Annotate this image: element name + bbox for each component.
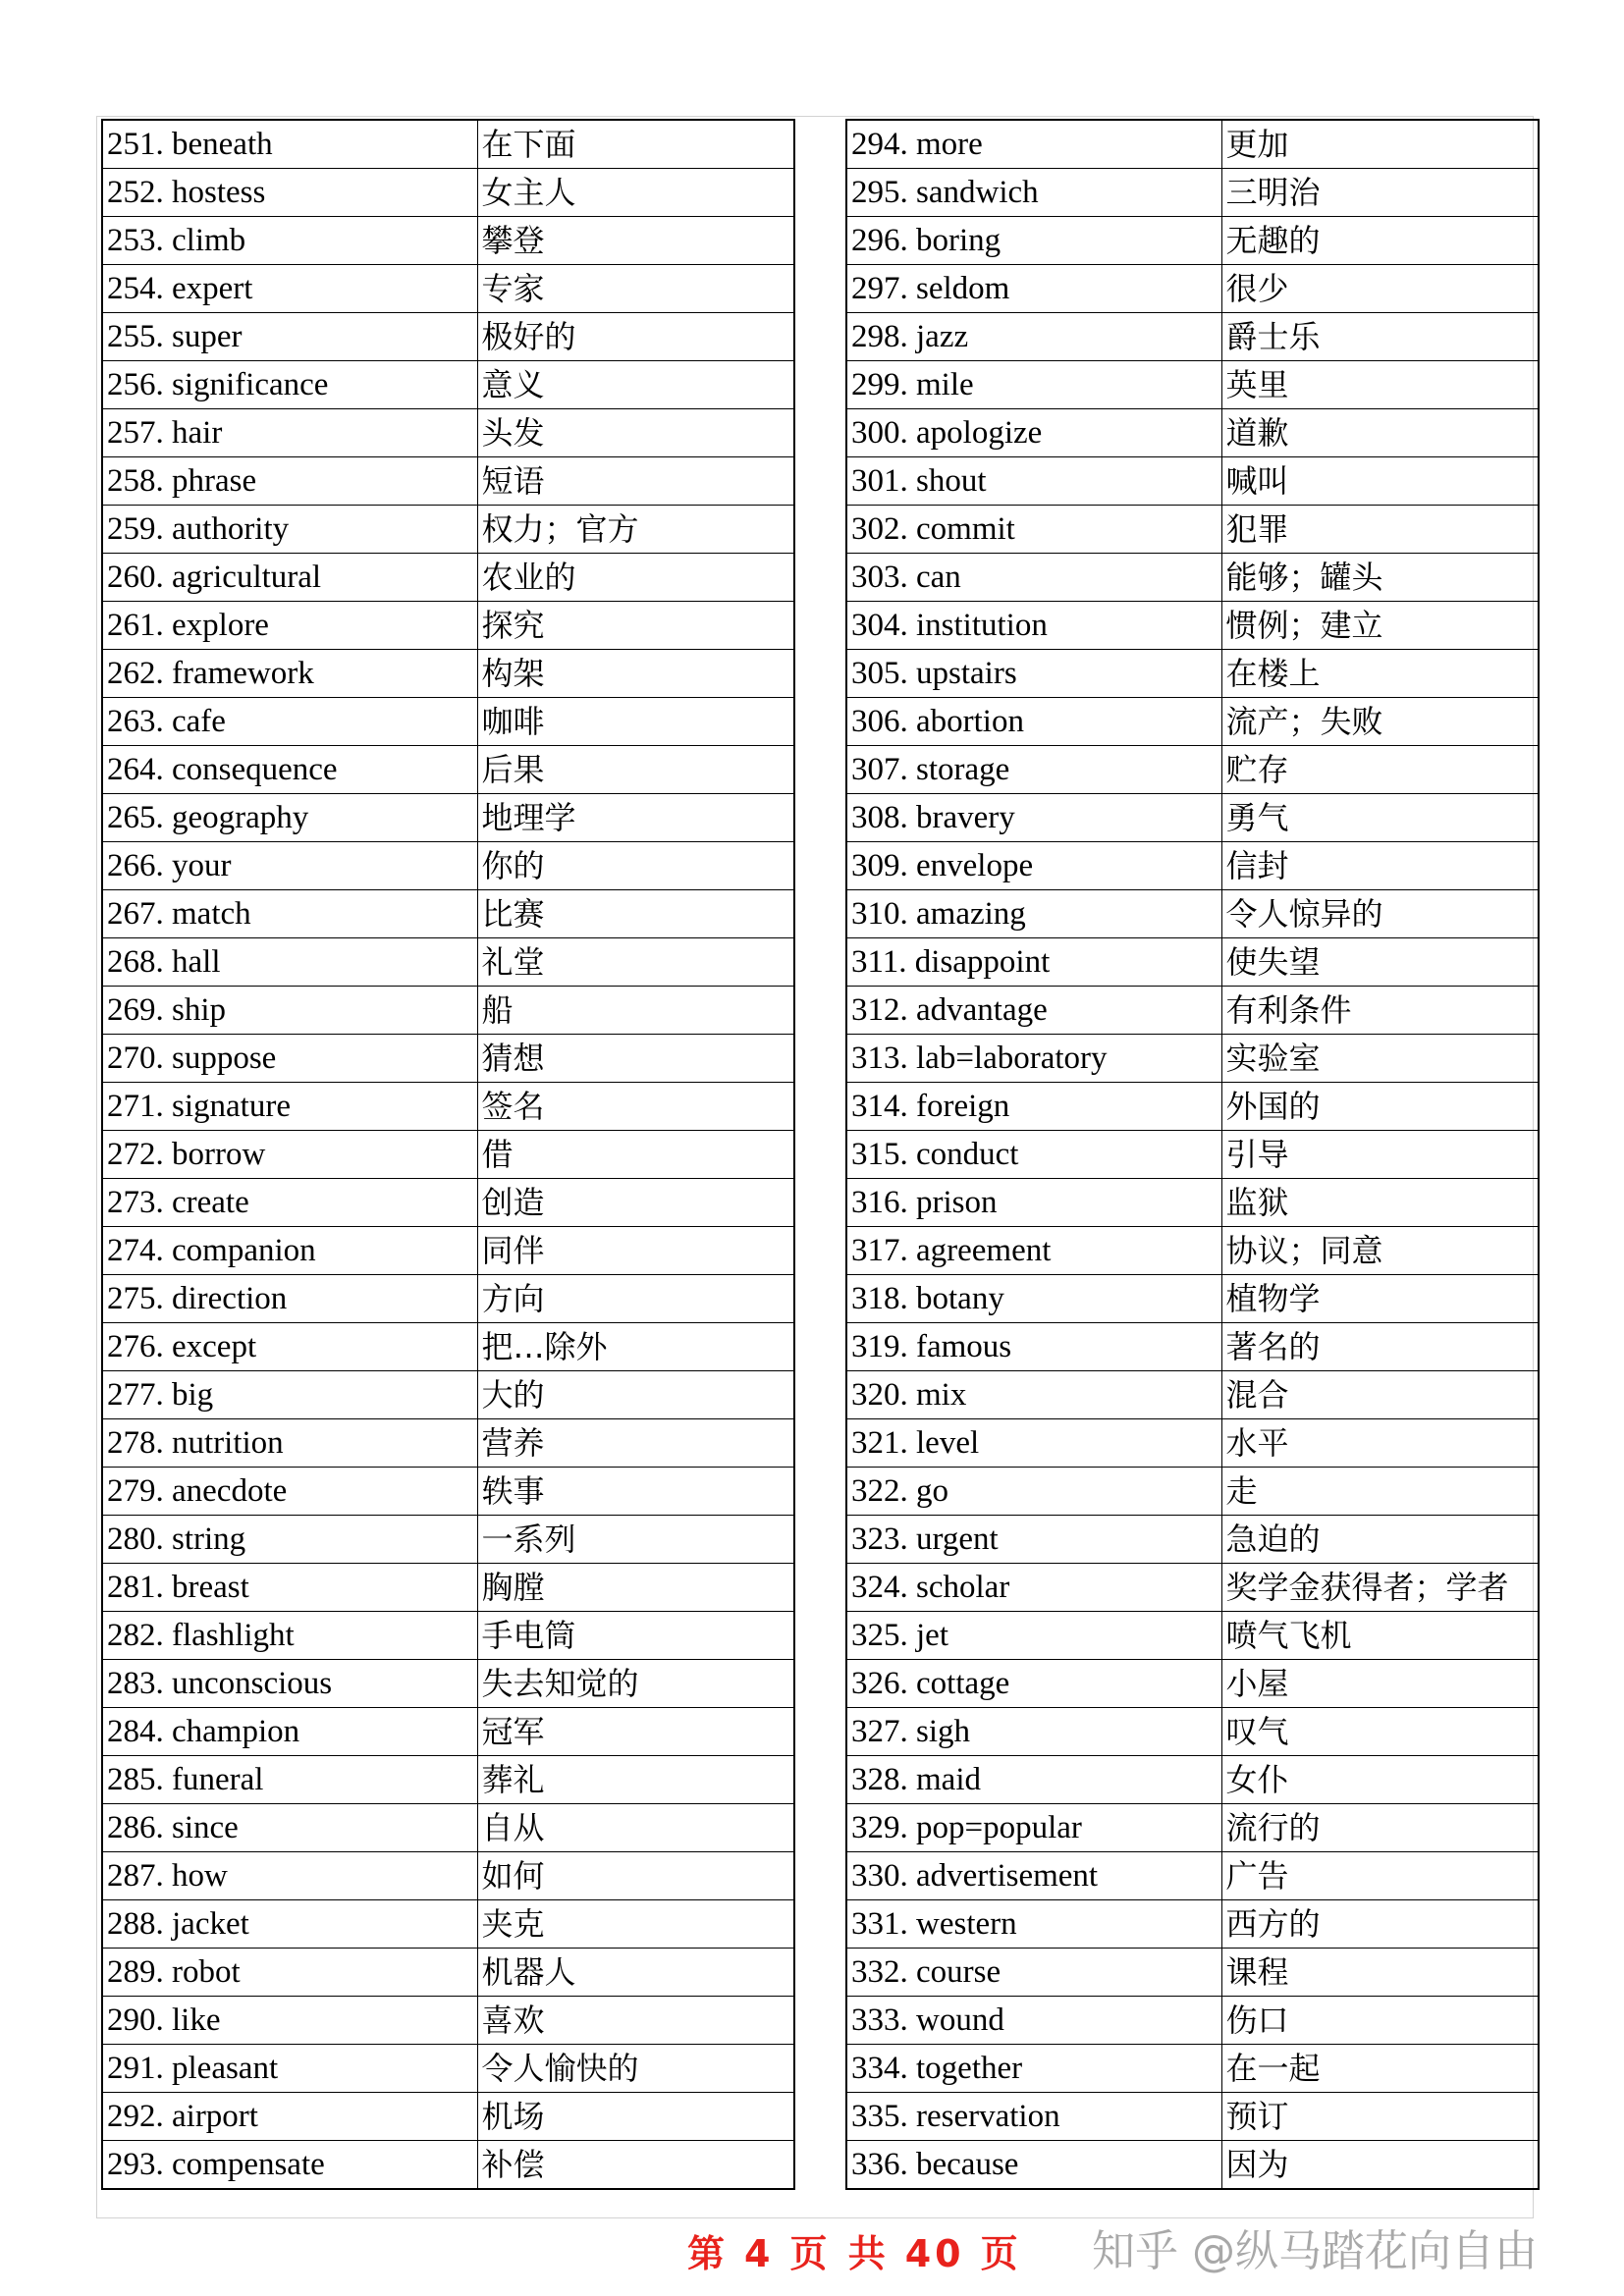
word-english: 304. institution: [846, 602, 1221, 650]
word-chinese: 急迫的: [1221, 1516, 1539, 1564]
table-row: [102, 746, 794, 794]
word-chinese: 机场: [477, 2093, 794, 2141]
word-english: 293. compensate: [102, 2141, 477, 2190]
word-english: 284. champion: [102, 1708, 477, 1756]
word-chinese: 广告: [1221, 1852, 1539, 1900]
table-row: [846, 1083, 1539, 1131]
table-row: [102, 842, 794, 890]
word-english: 256. significance: [102, 361, 477, 409]
page-suffix: 页: [980, 2232, 1022, 2275]
word-chinese: 葬礼: [477, 1756, 794, 1804]
word-chinese: 创造: [477, 1179, 794, 1227]
table-row: [846, 1468, 1539, 1516]
word-english: 320. mix: [846, 1371, 1221, 1419]
word-chinese: 课程: [1221, 1949, 1539, 1997]
word-chinese: 借: [477, 1131, 794, 1179]
word-chinese: 因为: [1221, 2141, 1539, 2190]
table-row: [846, 313, 1539, 361]
word-chinese: 英里: [1221, 361, 1539, 409]
word-english: 308. bravery: [846, 794, 1221, 842]
word-chinese: 猜想: [477, 1035, 794, 1083]
word-english: 323. urgent: [846, 1516, 1221, 1564]
word-english: 328. maid: [846, 1756, 1221, 1804]
word-english: 266. your: [102, 842, 477, 890]
word-chinese: 道歉: [1221, 409, 1539, 457]
word-chinese: 小屋: [1221, 1660, 1539, 1708]
table-row: [846, 265, 1539, 313]
word-english: 316. prison: [846, 1179, 1221, 1227]
word-chinese: 大的: [477, 1371, 794, 1419]
table-row: [102, 987, 794, 1035]
table-row: [846, 409, 1539, 457]
table-row: [846, 120, 1539, 169]
word-chinese: 预订: [1221, 2093, 1539, 2141]
table-row: [102, 554, 794, 602]
table-row: [102, 1900, 794, 1949]
table-row: [846, 1275, 1539, 1323]
table-row: [102, 457, 794, 506]
table-row: [102, 2045, 794, 2093]
word-english: 262. framework: [102, 650, 477, 698]
page-prefix: 第: [687, 2232, 730, 2275]
table-row: [846, 1997, 1539, 2045]
word-english: 287. how: [102, 1852, 477, 1900]
word-english: 290. like: [102, 1997, 477, 2045]
table-row: [102, 1852, 794, 1900]
table-row: [846, 1660, 1539, 1708]
word-english: 313. lab=laboratory: [846, 1035, 1221, 1083]
word-english: 281. breast: [102, 1564, 477, 1612]
word-chinese: 喜欢: [477, 1997, 794, 2045]
word-english: 279. anecdote: [102, 1468, 477, 1516]
table-row: [102, 650, 794, 698]
word-english: 291. pleasant: [102, 2045, 477, 2093]
table-row: [846, 1612, 1539, 1660]
word-chinese: 流行的: [1221, 1804, 1539, 1852]
word-english: 286. since: [102, 1804, 477, 1852]
word-chinese: 无趣的: [1221, 217, 1539, 265]
table-row: [846, 554, 1539, 602]
word-english: 317. agreement: [846, 1227, 1221, 1275]
word-chinese: 喊叫: [1221, 457, 1539, 506]
word-chinese: 地理学: [477, 794, 794, 842]
word-english: 326. cottage: [846, 1660, 1221, 1708]
table-row: [846, 2141, 1539, 2190]
word-chinese: 把…除外: [477, 1323, 794, 1371]
word-chinese: 惯例；建立: [1221, 602, 1539, 650]
table-row: [846, 1756, 1539, 1804]
word-english: 254. expert: [102, 265, 477, 313]
table-row: [102, 506, 794, 554]
word-english: 299. mile: [846, 361, 1221, 409]
word-chinese: 补偿: [477, 2141, 794, 2190]
table-row: [102, 1564, 794, 1612]
word-english: 330. advertisement: [846, 1852, 1221, 1900]
table-row: [846, 1852, 1539, 1900]
word-english: 306. abortion: [846, 698, 1221, 746]
word-english: 263. cafe: [102, 698, 477, 746]
word-english: 334. together: [846, 2045, 1221, 2093]
word-chinese: 头发: [477, 409, 794, 457]
word-english: 321. level: [846, 1419, 1221, 1468]
table-row: [846, 1323, 1539, 1371]
table-row: [102, 890, 794, 938]
word-chinese: 外国的: [1221, 1083, 1539, 1131]
word-english: 257. hair: [102, 409, 477, 457]
word-english: 264. consequence: [102, 746, 477, 794]
table-row: [846, 506, 1539, 554]
word-chinese: 奖学金获得者；学者: [1221, 1564, 1539, 1612]
word-chinese: 令人惊异的: [1221, 890, 1539, 938]
word-english: 297. seldom: [846, 265, 1221, 313]
word-english: 258. phrase: [102, 457, 477, 506]
table-row: [102, 2093, 794, 2141]
word-chinese: 你的: [477, 842, 794, 890]
word-chinese: 意义: [477, 361, 794, 409]
word-english: 310. amazing: [846, 890, 1221, 938]
word-chinese: 很少: [1221, 265, 1539, 313]
word-english: 315. conduct: [846, 1131, 1221, 1179]
word-english: 278. nutrition: [102, 1419, 477, 1468]
word-chinese: 胸膛: [477, 1564, 794, 1612]
total-pages: 40: [904, 2232, 965, 2275]
page-middle: 页 共: [789, 2232, 890, 2275]
word-chinese: 咖啡: [477, 698, 794, 746]
word-english: 268. hall: [102, 938, 477, 987]
table-row: [102, 313, 794, 361]
word-chinese: 后果: [477, 746, 794, 794]
word-chinese: 专家: [477, 265, 794, 313]
table-row: [846, 890, 1539, 938]
table-row: [846, 1227, 1539, 1275]
word-chinese: 监狱: [1221, 1179, 1539, 1227]
word-chinese: 勇气: [1221, 794, 1539, 842]
word-english: 282. flashlight: [102, 1612, 477, 1660]
table-row: [846, 602, 1539, 650]
word-english: 305. upstairs: [846, 650, 1221, 698]
table-row: [102, 1083, 794, 1131]
word-english: 336. because: [846, 2141, 1221, 2190]
table-row: [102, 1131, 794, 1179]
table-row: [102, 1035, 794, 1083]
table-row: [846, 2045, 1539, 2093]
word-chinese: 贮存: [1221, 746, 1539, 794]
table-row: [846, 938, 1539, 987]
word-chinese: 女主人: [477, 169, 794, 217]
word-chinese: 使失望: [1221, 938, 1539, 987]
word-english: 319. famous: [846, 1323, 1221, 1371]
word-chinese: 攀登: [477, 217, 794, 265]
table-row: [846, 1708, 1539, 1756]
word-chinese: 女仆: [1221, 1756, 1539, 1804]
word-chinese: 引导: [1221, 1131, 1539, 1179]
word-chinese: 权力；官方: [477, 506, 794, 554]
word-english: 295. sandwich: [846, 169, 1221, 217]
word-english: 255. super: [102, 313, 477, 361]
table-row: [102, 1756, 794, 1804]
word-chinese: 手电筒: [477, 1612, 794, 1660]
word-chinese: 营养: [477, 1419, 794, 1468]
word-english: 307. storage: [846, 746, 1221, 794]
word-chinese: 水平: [1221, 1419, 1539, 1468]
page-number: 4: [744, 2232, 775, 2275]
word-chinese: 著名的: [1221, 1323, 1539, 1371]
table-row: [846, 1179, 1539, 1227]
table-row: [102, 120, 794, 169]
word-chinese: 信封: [1221, 842, 1539, 890]
word-chinese: 轶事: [477, 1468, 794, 1516]
word-english: 275. direction: [102, 1275, 477, 1323]
table-row: [846, 987, 1539, 1035]
word-chinese: 同伴: [477, 1227, 794, 1275]
word-chinese: 比赛: [477, 890, 794, 938]
word-chinese: 一系列: [477, 1516, 794, 1564]
word-english: 251. beneath: [102, 120, 477, 169]
word-english: 260. agricultural: [102, 554, 477, 602]
word-english: 300. apologize: [846, 409, 1221, 457]
table-row: [102, 169, 794, 217]
table-row: [846, 1900, 1539, 1949]
word-english: 335. reservation: [846, 2093, 1221, 2141]
table-row: [846, 698, 1539, 746]
word-chinese: 叹气: [1221, 1708, 1539, 1756]
word-english: 285. funeral: [102, 1756, 477, 1804]
word-english: 273. create: [102, 1179, 477, 1227]
word-english: 331. western: [846, 1900, 1221, 1949]
word-english: 298. jazz: [846, 313, 1221, 361]
word-chinese: 爵士乐: [1221, 313, 1539, 361]
table-row: [102, 1660, 794, 1708]
word-chinese: 犯罪: [1221, 506, 1539, 554]
word-chinese: 植物学: [1221, 1275, 1539, 1323]
table-row: [102, 1419, 794, 1468]
word-chinese: 如何: [477, 1852, 794, 1900]
table-row: [102, 698, 794, 746]
word-chinese: 夹克: [477, 1900, 794, 1949]
word-chinese: 实验室: [1221, 1035, 1539, 1083]
word-chinese: 走: [1221, 1468, 1539, 1516]
table-row: [102, 1516, 794, 1564]
table-row: [102, 1227, 794, 1275]
vocab-table-left: [101, 119, 795, 2190]
word-chinese: 构架: [477, 650, 794, 698]
table-row: [102, 602, 794, 650]
table-row: [846, 1516, 1539, 1564]
table-row: [102, 1275, 794, 1323]
table-row: [102, 1804, 794, 1852]
table-row: [846, 650, 1539, 698]
vocab-table-right: [845, 119, 1540, 2190]
word-english: 302. commit: [846, 506, 1221, 554]
word-english: 272. borrow: [102, 1131, 477, 1179]
word-english: 325. jet: [846, 1612, 1221, 1660]
word-chinese: 机器人: [477, 1949, 794, 1997]
word-chinese: 协议；同意: [1221, 1227, 1539, 1275]
word-chinese: 令人愉快的: [477, 2045, 794, 2093]
table-row: [102, 938, 794, 987]
table-row: [102, 409, 794, 457]
word-english: 261. explore: [102, 602, 477, 650]
word-english: 265. geography: [102, 794, 477, 842]
table-row: [846, 1131, 1539, 1179]
word-english: 280. string: [102, 1516, 477, 1564]
word-chinese: 自从: [477, 1804, 794, 1852]
table-row: [102, 265, 794, 313]
word-chinese: 在下面: [477, 120, 794, 169]
word-english: 322. go: [846, 1468, 1221, 1516]
word-chinese: 探究: [477, 602, 794, 650]
table-row: [102, 1708, 794, 1756]
word-english: 309. envelope: [846, 842, 1221, 890]
word-chinese: 有利条件: [1221, 987, 1539, 1035]
table-row: [102, 1949, 794, 1997]
table-row: [102, 794, 794, 842]
word-chinese: 西方的: [1221, 1900, 1539, 1949]
word-chinese: 在一起: [1221, 2045, 1539, 2093]
word-chinese: 礼堂: [477, 938, 794, 987]
word-english: 333. wound: [846, 1997, 1221, 2045]
word-chinese: 喷气飞机: [1221, 1612, 1539, 1660]
word-chinese: 三明治: [1221, 169, 1539, 217]
table-row: [102, 217, 794, 265]
word-english: 292. airport: [102, 2093, 477, 2141]
word-chinese: 失去知觉的: [477, 1660, 794, 1708]
word-english: 311. disappoint: [846, 938, 1221, 987]
word-english: 252. hostess: [102, 169, 477, 217]
word-english: 312. advantage: [846, 987, 1221, 1035]
table-row: [846, 361, 1539, 409]
word-english: 327. sigh: [846, 1708, 1221, 1756]
word-chinese: 能够；罐头: [1221, 554, 1539, 602]
word-chinese: 极好的: [477, 313, 794, 361]
table-row: [846, 217, 1539, 265]
word-chinese: 冠军: [477, 1708, 794, 1756]
word-chinese: 签名: [477, 1083, 794, 1131]
table-row: [102, 1371, 794, 1419]
word-english: 318. botany: [846, 1275, 1221, 1323]
table-row: [846, 1949, 1539, 1997]
watermark: 知乎 @纵马踏花向自由: [1092, 2226, 1538, 2276]
table-row: [846, 457, 1539, 506]
word-english: 276. except: [102, 1323, 477, 1371]
word-english: 301. shout: [846, 457, 1221, 506]
table-row: [846, 1564, 1539, 1612]
table-row: [846, 169, 1539, 217]
word-english: 259. authority: [102, 506, 477, 554]
table-row: [102, 1468, 794, 1516]
word-english: 271. signature: [102, 1083, 477, 1131]
table-row: [846, 794, 1539, 842]
word-english: 296. boring: [846, 217, 1221, 265]
table-row: [102, 1323, 794, 1371]
word-english: 269. ship: [102, 987, 477, 1035]
word-english: 253. climb: [102, 217, 477, 265]
word-chinese: 农业的: [477, 554, 794, 602]
table-row: [846, 842, 1539, 890]
word-english: 274. companion: [102, 1227, 477, 1275]
table-row: [102, 1997, 794, 2045]
word-chinese: 混合: [1221, 1371, 1539, 1419]
word-english: 289. robot: [102, 1949, 477, 1997]
table-row: [846, 1419, 1539, 1468]
word-english: 288. jacket: [102, 1900, 477, 1949]
table-row: [102, 361, 794, 409]
word-english: 267. match: [102, 890, 477, 938]
word-english: 294. more: [846, 120, 1221, 169]
word-english: 283. unconscious: [102, 1660, 477, 1708]
word-english: 303. can: [846, 554, 1221, 602]
table-row: [846, 2093, 1539, 2141]
word-english: 277. big: [102, 1371, 477, 1419]
table-row: [102, 1612, 794, 1660]
table-row: [846, 1371, 1539, 1419]
word-chinese: 船: [477, 987, 794, 1035]
word-english: 324. scholar: [846, 1564, 1221, 1612]
page-counter: [687, 2226, 1022, 2281]
table-row: [846, 746, 1539, 794]
word-chinese: 流产；失败: [1221, 698, 1539, 746]
table-row: [846, 1035, 1539, 1083]
word-chinese: 伤口: [1221, 1997, 1539, 2045]
word-chinese: 短语: [477, 457, 794, 506]
word-english: 329. pop=popular: [846, 1804, 1221, 1852]
word-english: 270. suppose: [102, 1035, 477, 1083]
word-english: 314. foreign: [846, 1083, 1221, 1131]
word-english: 332. course: [846, 1949, 1221, 1997]
table-row: [846, 1804, 1539, 1852]
word-chinese: 方向: [477, 1275, 794, 1323]
word-chinese: 在楼上: [1221, 650, 1539, 698]
table-row: [102, 2141, 794, 2190]
word-chinese: 更加: [1221, 120, 1539, 169]
table-row: [102, 1179, 794, 1227]
